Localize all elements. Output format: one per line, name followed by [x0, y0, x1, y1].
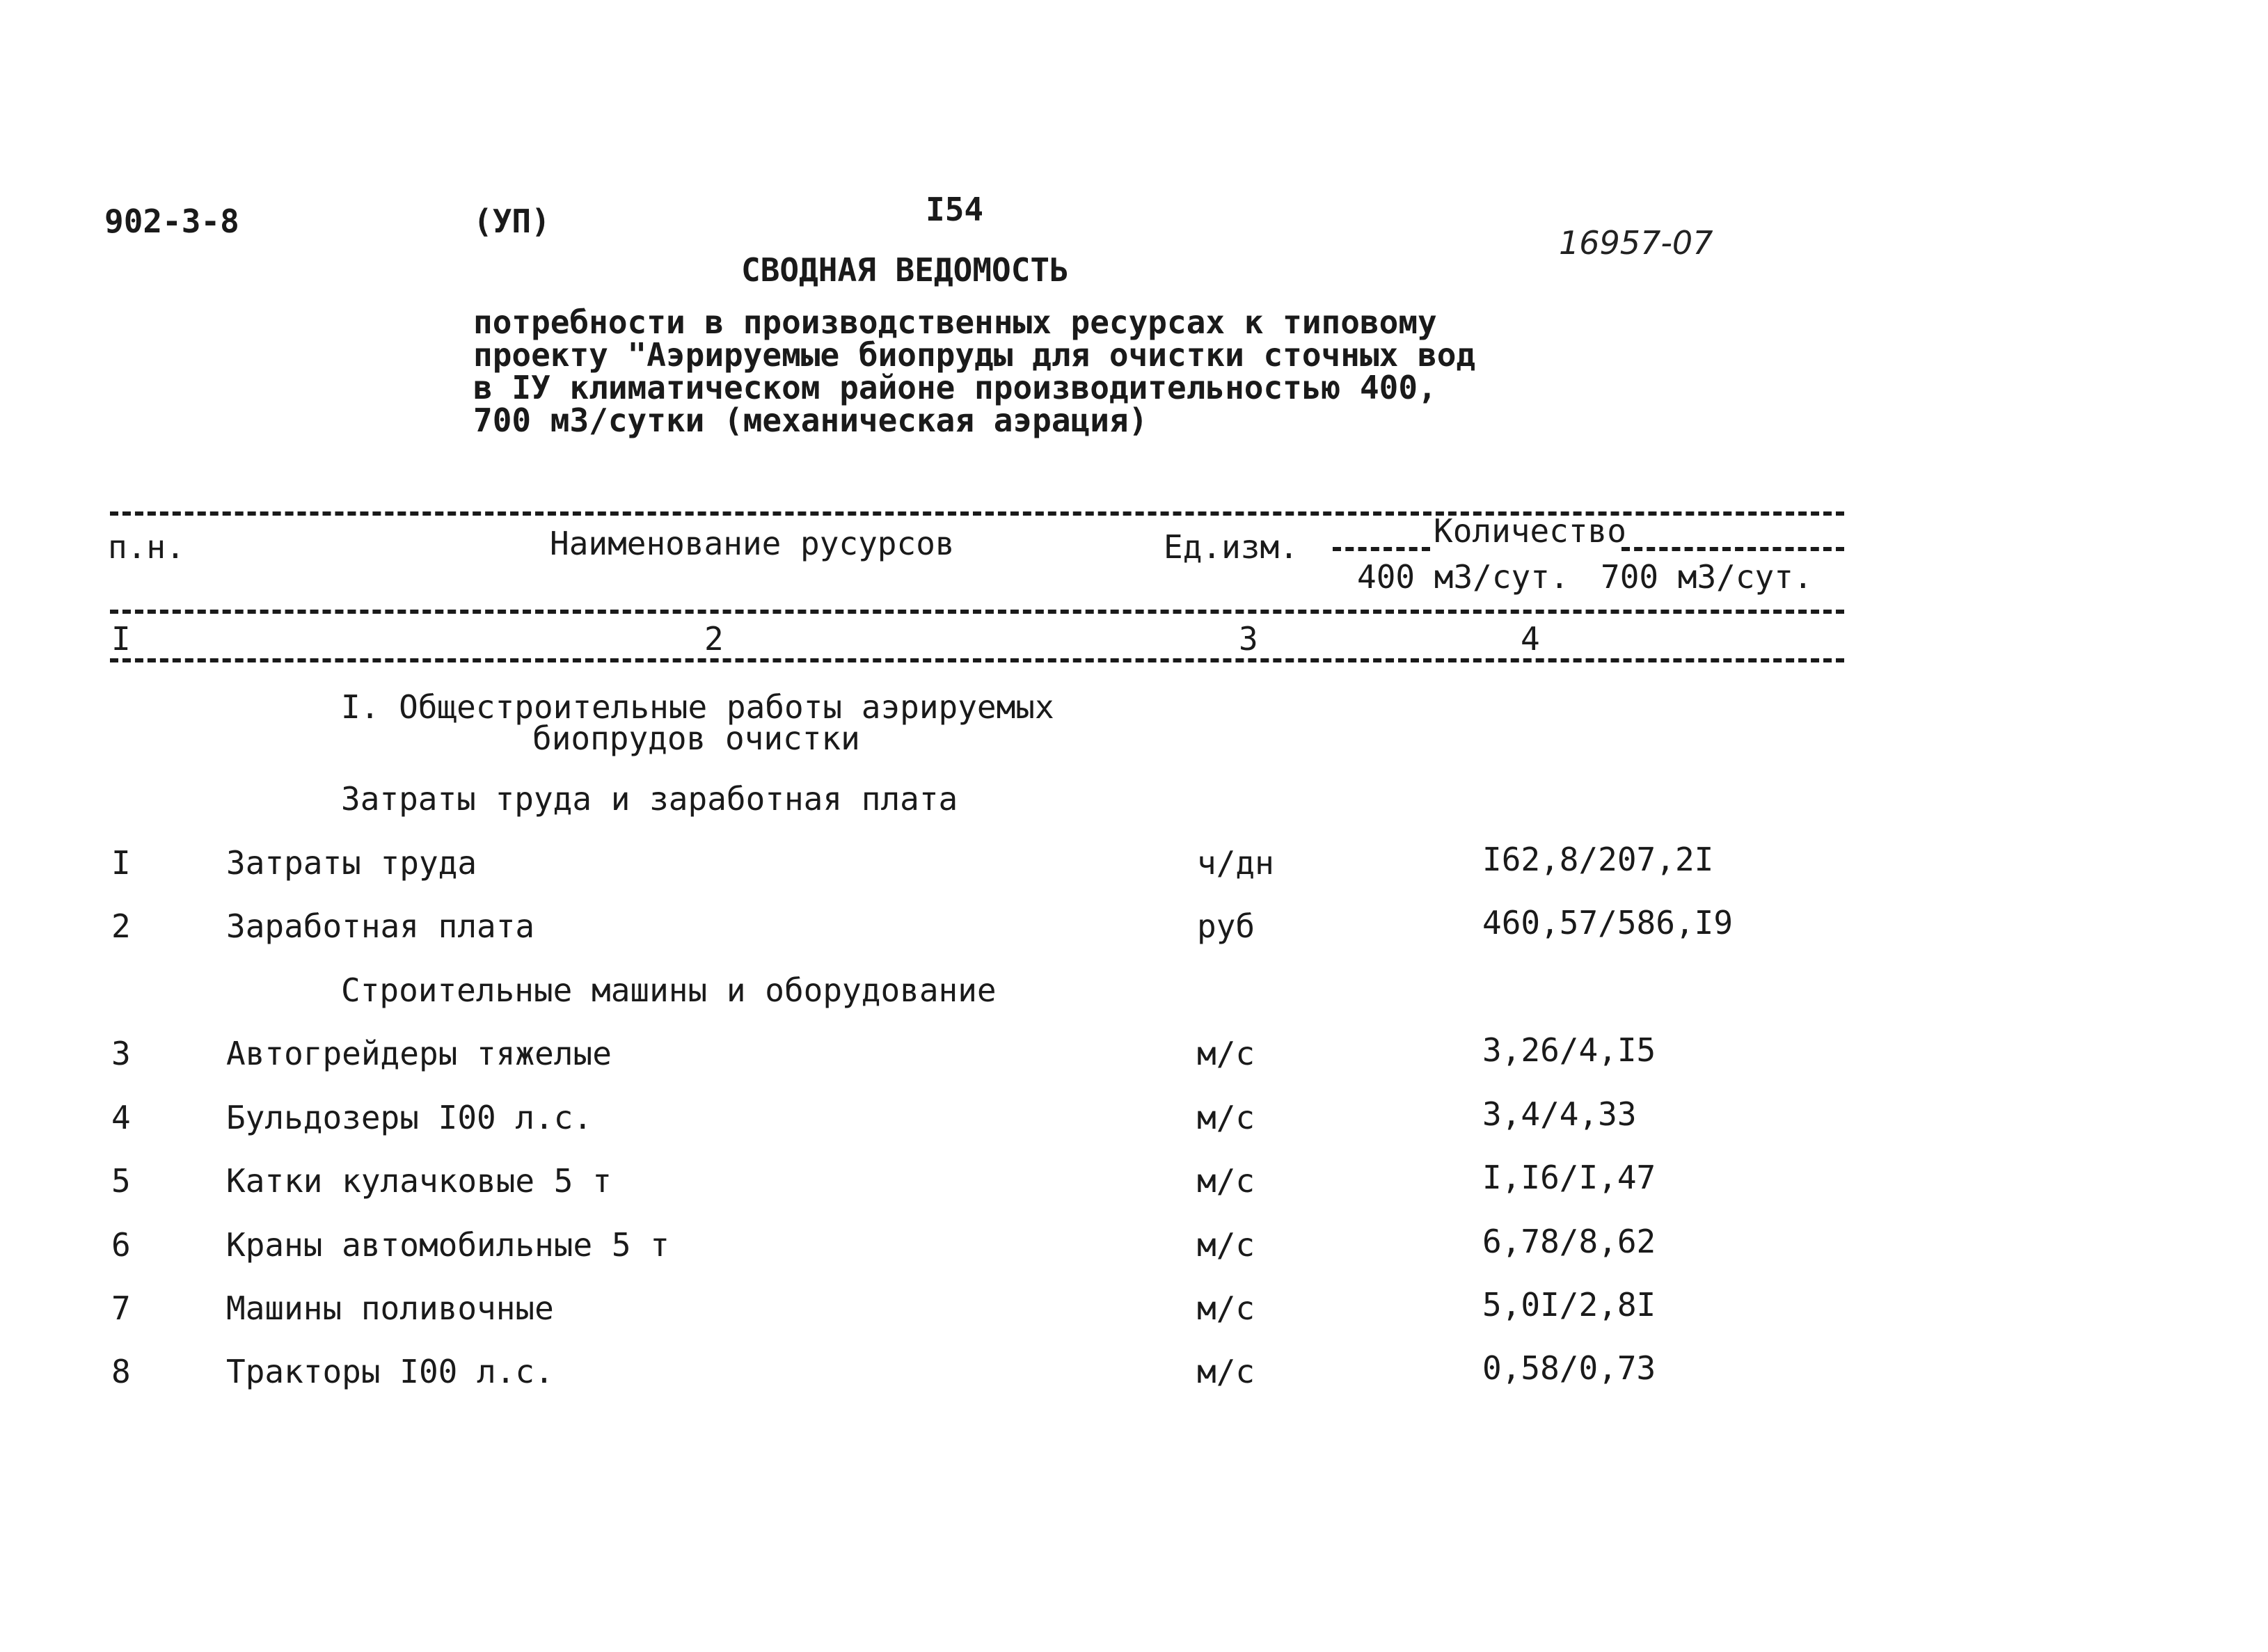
- page-number: I54: [926, 191, 984, 228]
- column-index-3: 3: [1239, 620, 1258, 658]
- qty-divider-right: [1621, 547, 1844, 551]
- qty-divider-left: [1333, 547, 1430, 551]
- column-index-1: I: [111, 620, 131, 658]
- subtitle-line-4: 700 м3/сутки (механическая аэрация): [473, 402, 1148, 439]
- row-unit: м/с: [1197, 1035, 1255, 1072]
- row-number: 2: [111, 907, 131, 945]
- row-number: 5: [111, 1162, 131, 1200]
- row-number: 3: [111, 1035, 131, 1072]
- row-name: Автогрейдеры тяжелые: [226, 1035, 612, 1072]
- column-index-4: 4: [1521, 620, 1540, 658]
- subsection-heading-machines: Строительные машины и оборудование: [341, 971, 997, 1009]
- column-header-quantity-400: 400 м3/сут.: [1357, 558, 1569, 596]
- row-name: Затраты труда: [226, 844, 477, 882]
- subtitle-line-1: потребности в производственных ресурсах к типовому: [473, 303, 1437, 341]
- row-quantity: I,I6/I,47: [1482, 1159, 1656, 1196]
- row-quantity: 0,58/0,73: [1482, 1349, 1656, 1387]
- section-heading-line-2: биопрудов очистки: [532, 720, 860, 757]
- column-header-number: п.н.: [108, 528, 185, 566]
- row-name: Краны автомобильные 5 т: [226, 1226, 669, 1264]
- row-unit: м/с: [1197, 1353, 1255, 1390]
- row-number: 4: [111, 1099, 131, 1136]
- column-header-unit: Ед.изм.: [1164, 528, 1299, 566]
- row-quantity: 3,4/4,33: [1482, 1095, 1637, 1133]
- row-unit: м/с: [1197, 1162, 1255, 1200]
- row-quantity: 5,0I/2,8I: [1482, 1286, 1656, 1324]
- handwritten-number: 16957-07: [1559, 224, 1713, 262]
- album-label: (УП): [473, 202, 550, 240]
- column-header-name: Наименование русурсов: [550, 525, 955, 562]
- row-quantity: 3,26/4,I5: [1482, 1031, 1656, 1069]
- row-number: 8: [111, 1353, 131, 1390]
- document-title: СВОДНАЯ ВЕДОМОСТЬ: [741, 251, 1069, 289]
- subtitle-line-3: в IУ климатическом районе производительностью 400,: [473, 369, 1437, 406]
- row-quantity: 460,57/586,I9: [1482, 904, 1734, 942]
- section-heading-line-1: I. Общестроительные работы аэрируемых: [341, 688, 1054, 726]
- row-name: Тракторы I00 л.с.: [226, 1353, 554, 1390]
- column-header-quantity: Количество: [1434, 512, 1626, 550]
- row-unit: м/с: [1197, 1226, 1255, 1264]
- row-name: Машины поливочные: [226, 1289, 554, 1327]
- row-name: Катки кулачковые 5 т: [226, 1162, 612, 1200]
- row-unit: руб: [1197, 907, 1255, 945]
- row-quantity: I62,8/207,2I: [1482, 841, 1714, 878]
- row-name: Заработная плата: [226, 907, 535, 945]
- row-unit: м/с: [1197, 1289, 1255, 1327]
- column-header-quantity-700: 700 м3/сут.: [1601, 558, 1813, 596]
- row-name: Бульдозеры I00 л.с.: [226, 1099, 593, 1136]
- row-unit: ч/дн: [1197, 844, 1274, 882]
- row-number: 7: [111, 1289, 131, 1327]
- column-index-2: 2: [704, 620, 724, 658]
- index-bottom-rule: [110, 658, 1844, 662]
- subsection-heading-labor: Затраты труда и заработная плата: [341, 780, 958, 818]
- document-code: 902-3-8: [104, 202, 239, 240]
- row-quantity: 6,78/8,62: [1482, 1223, 1656, 1260]
- header-bottom-rule: [110, 610, 1844, 614]
- row-number: 6: [111, 1226, 131, 1264]
- row-number: I: [111, 844, 131, 882]
- row-unit: м/с: [1197, 1099, 1255, 1136]
- subtitle-line-2: проекту "Аэрируемые биопруды для очистки сточных вод: [473, 336, 1476, 374]
